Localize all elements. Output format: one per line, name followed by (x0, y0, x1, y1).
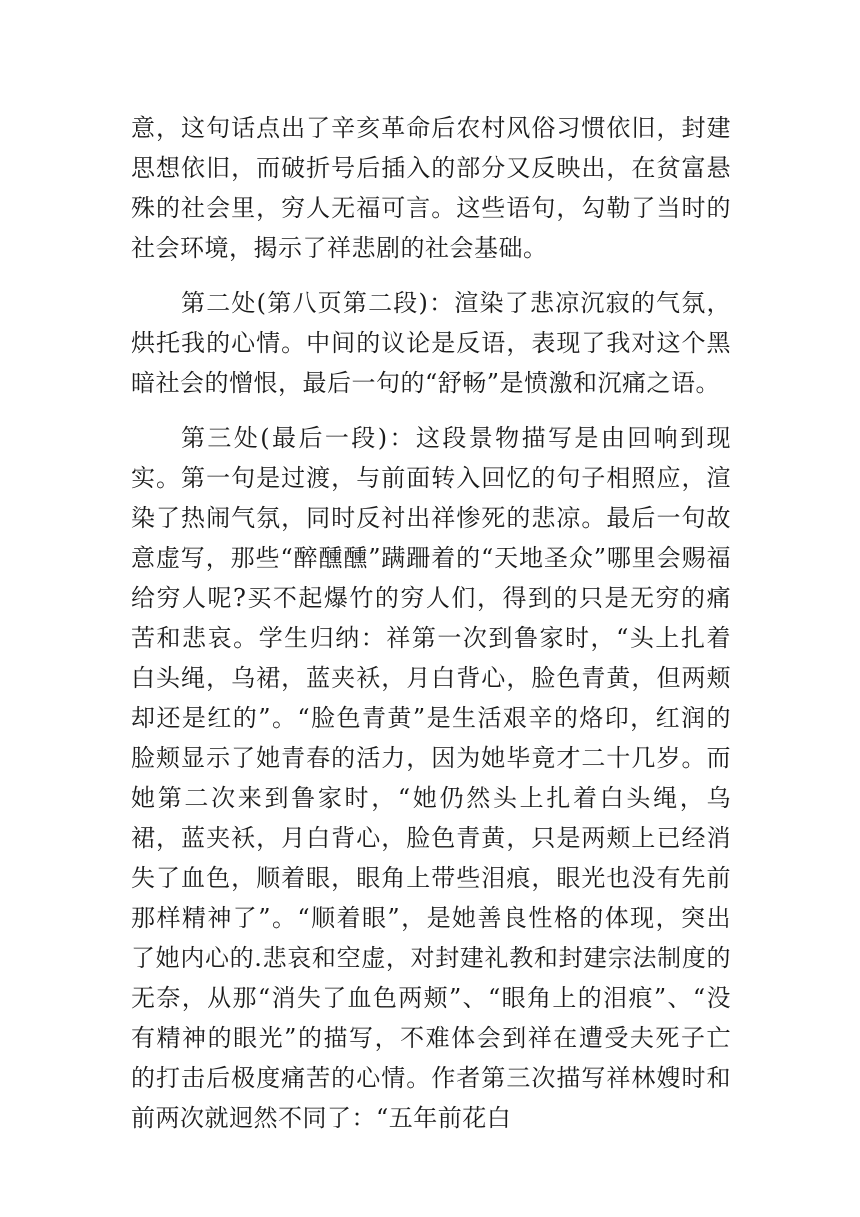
paragraph-1: 意，这句话点出了辛亥革命后农村风俗习惯依旧，封建思想依旧，而破折号后插入的部分又反映出，在贫富悬殊的社会里，穷人无福可言。这些语句，勾勒了当时的社会环境，揭示了祥悲剧的社会基础。 (131, 114, 731, 262)
paragraph-3: 第三处(最后一段)：这段景物描写是由回响到现实。第一句是过渡，与前面转入回忆的句子相照应，渲染了热闹气氛，同时反衬出祥惨死的悲凉。最后一句故意虚写，那些“醉醺醺”蹒跚着的“天地圣众”哪里会赐福给穷人呢?买不起爆竹的穷人们，得到的只是无穷的痛苦和悲哀。学生归纳：祥第一次到鲁家时，“头上扎着白头绳，乌裙，蓝夹袄，月白背心，脸色青黄，但两颊却还是红的”。“脸色青黄”是生活艰辛的烙印，红润的脸颊显示了她青春的活力，因为她毕竟才二十几岁。而她第二次来到鲁家时，“她仍然头上扎着白头绳，乌裙，蓝夹袄，月白背心，脸色青黄，只是两颊上已经消失了血色，顺着眼，眼角上带些泪痕，眼光也没有先前那样精神了”。“顺着眼”，是她善良性格的体现，突出了她内心的.悲哀和空虚，对封建礼教和封建宗法制度的无奈，从那“消失了血色两颊”、“眼角上的泪痕”、“没有精神的眼光”的描写，不难体会到祥在遭受夫死子亡的打击后极度痛苦的心情。作者第三次描写祥林嫂时和前两次就迥然不同了：“五年前花白 (131, 424, 731, 1132)
paragraph-2: 第二处(第八页第二段)：渲染了悲凉沉寂的气氛，烘托我的心情。中间的议论是反语，表现了我对这个黑暗社会的憎恨，最后一句的“舒畅”是愤激和沉痛之语。 (131, 289, 731, 397)
document-body (131, 108, 731, 1153)
